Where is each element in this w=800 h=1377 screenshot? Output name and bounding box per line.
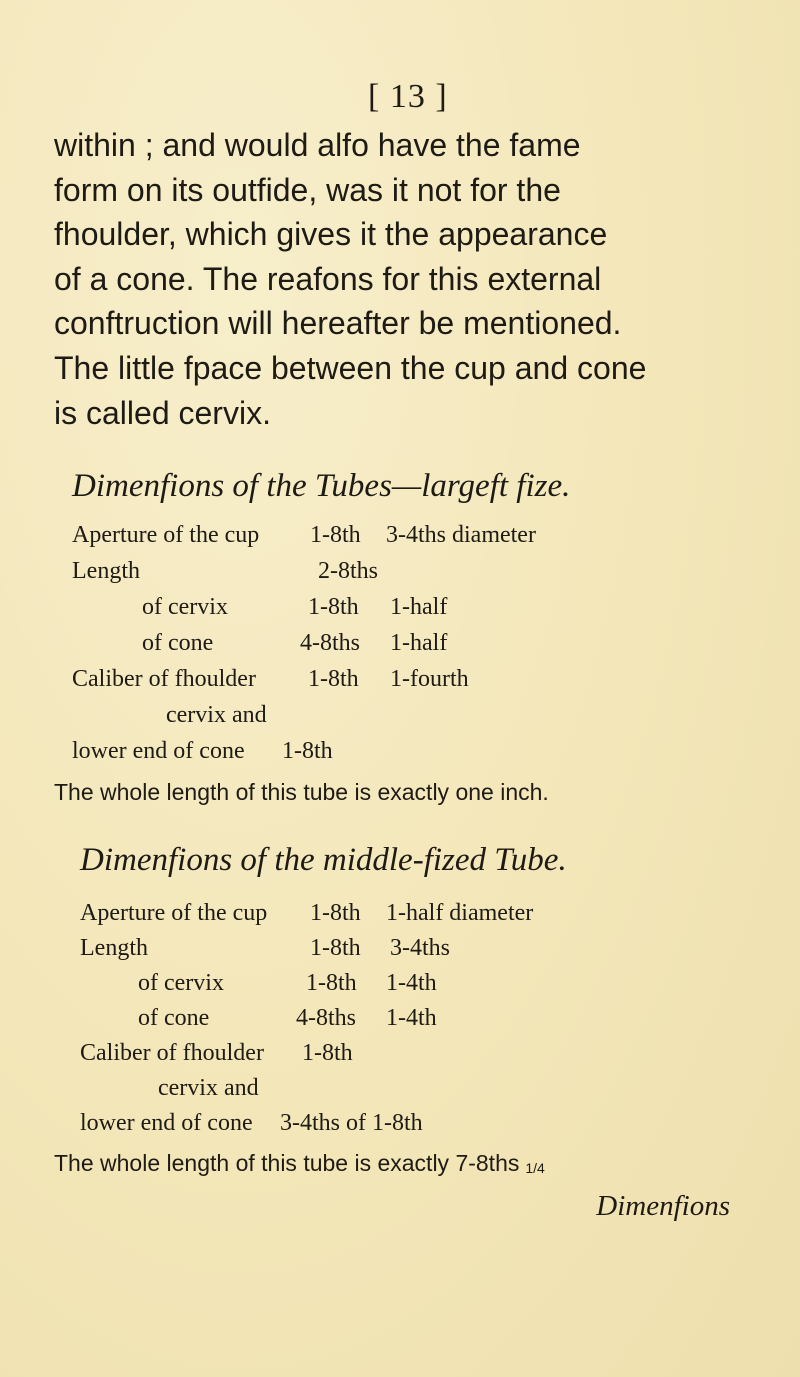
row-value: 4-8ths bbox=[296, 1005, 356, 1031]
row-label: of cervix bbox=[142, 594, 228, 620]
paragraph-line: conftruction will hereafter be mentioned. bbox=[54, 305, 622, 342]
body-paragraph bbox=[54, 123, 754, 435]
row-label: of cone bbox=[138, 1005, 210, 1031]
row-value: 1-half diameter bbox=[386, 900, 534, 926]
summary-middle-line bbox=[54, 1150, 545, 1177]
paragraph-line: of a cone. The reafons for this external bbox=[54, 260, 602, 297]
row-value: 1-4th bbox=[386, 970, 437, 996]
row-label: Aperture of the cup bbox=[72, 522, 260, 548]
row-label: Aperture of the cup bbox=[80, 900, 268, 926]
summary-largest: The whole length of this tube is exactly one inch. bbox=[54, 779, 549, 805]
row-value: 1-8th bbox=[302, 1040, 353, 1066]
paragraph-line: form on its outfide, was it not for the bbox=[54, 171, 561, 208]
row-label: cervix and bbox=[158, 1075, 259, 1101]
section-heading-largest: Dimenfions of the Tubes—largeft fize. bbox=[72, 468, 571, 504]
row-label: Length bbox=[72, 558, 140, 584]
row-label: of cervix bbox=[138, 970, 224, 996]
row-value: 1-8th bbox=[308, 666, 359, 692]
row-value: 2-8ths bbox=[318, 558, 378, 584]
row-value: 1-half bbox=[390, 630, 448, 656]
row-value: 1-8th bbox=[306, 970, 357, 996]
row-value: 1-8th bbox=[282, 738, 333, 764]
page-number: [ 13 ] bbox=[368, 78, 448, 115]
row-label: lower end of cone bbox=[80, 1110, 253, 1136]
row-label: of cone bbox=[142, 630, 214, 656]
row-label: cervix and bbox=[166, 702, 267, 728]
row-label: Length bbox=[80, 935, 148, 961]
row-value: 1-half bbox=[390, 594, 448, 620]
row-value: 1-8th bbox=[310, 935, 361, 961]
section-heading-middle: Dimenfions of the middle-fized Tube. bbox=[80, 842, 567, 878]
paragraph-line: The little fpace between the cup and cone bbox=[54, 349, 647, 386]
row-label: Caliber of fhoulder bbox=[80, 1040, 264, 1066]
row-value: 1-8th bbox=[310, 522, 361, 548]
paragraph-line: is called cervix. bbox=[54, 394, 271, 431]
row-value: 1-4th bbox=[386, 1005, 437, 1031]
row-value: 3-4ths diameter bbox=[386, 522, 536, 548]
paragraph-line: within ; and would alfo have the fame bbox=[54, 127, 581, 163]
row-value: 3-4ths of 1-8th bbox=[280, 1110, 423, 1136]
row-value: 1-fourth bbox=[390, 666, 469, 692]
row-value: 1-8th bbox=[308, 594, 359, 620]
summary-fraction: 1/4 bbox=[525, 1160, 545, 1176]
row-value: 3-4ths bbox=[390, 935, 450, 961]
catchword: Dimenfions bbox=[596, 1190, 730, 1222]
paragraph-line: fhoulder, which gives it the appearance bbox=[54, 216, 608, 253]
row-value: 4-8ths bbox=[300, 630, 360, 656]
row-label: Caliber of fhoulder bbox=[72, 666, 256, 692]
summary-text: The whole length of this tube is exactly 7-8ths bbox=[54, 1150, 520, 1176]
row-label: lower end of cone bbox=[72, 738, 245, 764]
row-value: 1-8th bbox=[310, 900, 361, 926]
